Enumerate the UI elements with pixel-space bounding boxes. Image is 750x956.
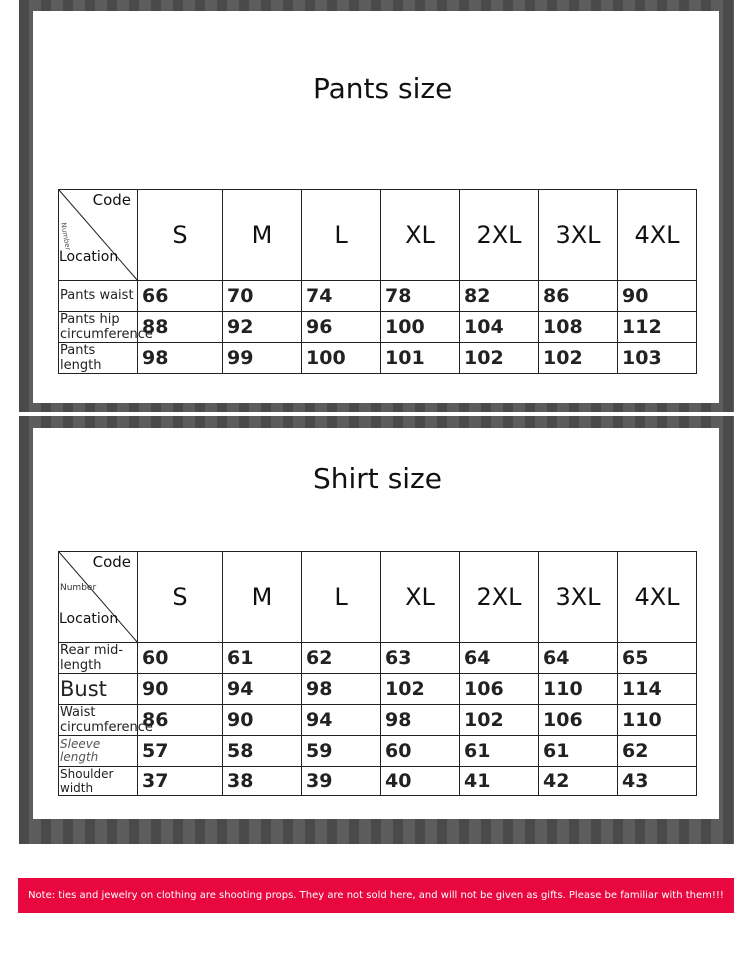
cell-value: 86: [539, 281, 618, 312]
cell-value: 42: [539, 767, 618, 796]
cell-value: 62: [618, 736, 697, 767]
size-header-2xl: 2XL: [460, 552, 539, 643]
cell-value: 101: [381, 343, 460, 374]
cell-value: 63: [381, 643, 460, 674]
pants-size-title: Pants size: [313, 72, 453, 105]
location-label: Location: [59, 611, 119, 627]
number-label: Number: [60, 583, 97, 593]
table-row: [59, 281, 697, 312]
table-row: [59, 767, 697, 796]
shirt-corner-cell: [59, 552, 138, 643]
size-header-m: M: [223, 552, 302, 643]
size-header-s: S: [138, 552, 223, 643]
size-header-4xl: 4XL: [618, 552, 697, 643]
table-row: [59, 736, 697, 767]
cell-value: 66: [138, 281, 223, 312]
cell-value: 37: [138, 767, 223, 796]
cell-value: 43: [618, 767, 697, 796]
code-label: Code: [92, 191, 131, 209]
cell-value: 64: [539, 643, 618, 674]
cell-value: 114: [618, 674, 697, 705]
cell-value: 62: [302, 643, 381, 674]
cell-value: 96: [302, 312, 381, 343]
props-note-banner: Note: ties and jewelry on clothing are shooting props. They are not sold here, and will not be given as gifts. Please be familiar with them!!!: [18, 878, 734, 913]
cell-value: 65: [618, 643, 697, 674]
size-header-xl: XL: [381, 552, 460, 643]
cell-value: 39: [302, 767, 381, 796]
cell-value: 106: [460, 674, 539, 705]
row-label: Sleeve length: [59, 736, 138, 767]
code-label: Code: [92, 553, 131, 571]
cell-value: 64: [460, 643, 539, 674]
size-header-xl: XL: [381, 190, 460, 281]
cell-value: 103: [618, 343, 697, 374]
row-label: Pants length: [59, 343, 138, 374]
cell-value: 59: [302, 736, 381, 767]
cell-value: 90: [138, 674, 223, 705]
cell-value: 106: [539, 705, 618, 736]
table-row: [59, 705, 697, 736]
table-row: [59, 343, 697, 374]
cell-value: 88: [138, 312, 223, 343]
cell-value: 90: [618, 281, 697, 312]
pants-corner-cell: [59, 190, 138, 281]
table-row: [59, 643, 697, 674]
row-label: Bust: [59, 674, 138, 705]
size-header-s: S: [138, 190, 223, 281]
cell-value: 61: [539, 736, 618, 767]
cell-value: 102: [539, 343, 618, 374]
cell-value: 41: [460, 767, 539, 796]
cell-value: 78: [381, 281, 460, 312]
row-label: Shoulder width: [59, 767, 138, 796]
row-label: Rear mid-length: [59, 643, 138, 674]
cell-value: 58: [223, 736, 302, 767]
size-header-4xl: 4XL: [618, 190, 697, 281]
cell-value: 112: [618, 312, 697, 343]
cell-value: 110: [539, 674, 618, 705]
cell-value: 90: [223, 705, 302, 736]
cell-value: 74: [302, 281, 381, 312]
table-row: [59, 674, 697, 705]
shirt-header-row: [59, 552, 697, 643]
cell-value: 38: [223, 767, 302, 796]
cell-value: 100: [302, 343, 381, 374]
cell-value: 86: [138, 705, 223, 736]
cell-value: 94: [302, 705, 381, 736]
number-label: Number: [59, 222, 72, 252]
row-label: Waist circumference: [60, 705, 153, 735]
cell-value: 104: [460, 312, 539, 343]
cell-value: 98: [138, 343, 223, 374]
cell-value: 61: [460, 736, 539, 767]
size-header-3xl: 3XL: [539, 552, 618, 643]
location-label: Location: [59, 249, 119, 265]
cell-value: 102: [381, 674, 460, 705]
table-row: [59, 312, 697, 343]
cell-value: 110: [618, 705, 697, 736]
cell-value: 60: [138, 643, 223, 674]
cell-value: 61: [223, 643, 302, 674]
cell-value: 60: [381, 736, 460, 767]
size-header-l: L: [302, 552, 381, 643]
cell-value: 98: [381, 705, 460, 736]
size-header-l: L: [302, 190, 381, 281]
cell-value: 102: [460, 343, 539, 374]
size-header-2xl: 2XL: [460, 190, 539, 281]
cell-value: 57: [138, 736, 223, 767]
cell-value: 98: [302, 674, 381, 705]
row-label: Pants waist: [59, 281, 138, 312]
cell-value: 92: [223, 312, 302, 343]
cell-value: 70: [223, 281, 302, 312]
cell-value: 82: [460, 281, 539, 312]
pants-size-table: [58, 189, 697, 374]
pants-header-row: [59, 190, 697, 281]
size-header-3xl: 3XL: [539, 190, 618, 281]
size-header-m: M: [223, 190, 302, 281]
cell-value: 108: [539, 312, 618, 343]
cell-value: 99: [223, 343, 302, 374]
shirt-size-title: Shirt size: [313, 462, 442, 495]
cell-value: 40: [381, 767, 460, 796]
cell-value: 100: [381, 312, 460, 343]
shirt-size-table: [58, 551, 697, 796]
cell-value: 102: [460, 705, 539, 736]
cell-value: 94: [223, 674, 302, 705]
row-label: Pants hip circumference: [60, 312, 153, 342]
